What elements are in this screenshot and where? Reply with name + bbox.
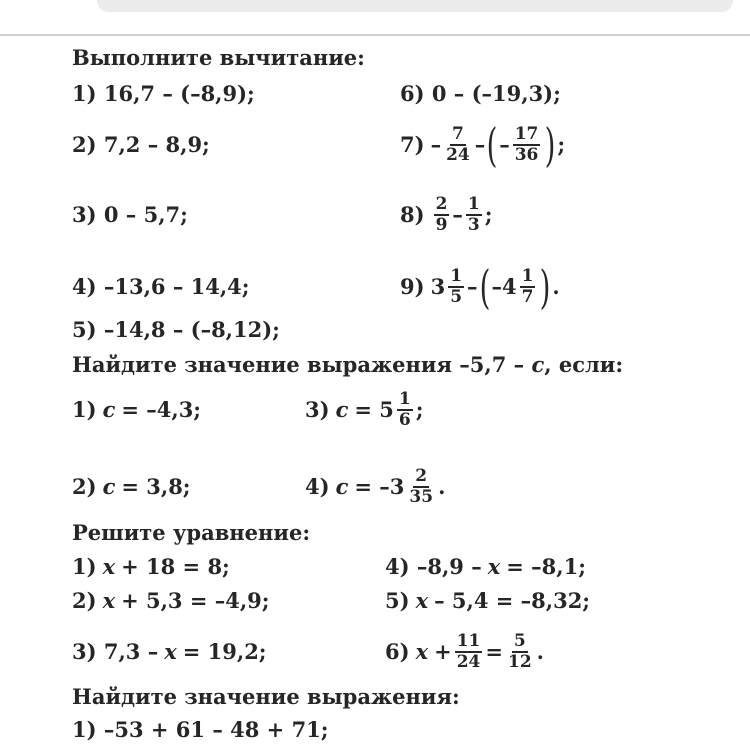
fraction <box>444 125 472 165</box>
text: , если: <box>544 352 624 377</box>
numerator: 2 <box>435 194 448 214</box>
fraction <box>434 195 450 235</box>
whole: 3 <box>430 274 446 299</box>
exercise-8 <box>400 194 493 235</box>
punct: ; <box>415 397 424 422</box>
paren: ) <box>540 260 551 314</box>
numerator: 11 <box>456 631 481 651</box>
fraction <box>407 467 435 507</box>
whole: –4 <box>491 274 517 299</box>
label: 5) <box>385 588 410 613</box>
heading-evaluate: Найдите значение выражения: <box>72 684 460 709</box>
c-value-1 <box>72 396 201 424</box>
numerator: 5 <box>513 631 526 651</box>
exercise-7 <box>400 118 566 172</box>
variable: c <box>102 474 116 499</box>
paren: ( <box>479 260 490 314</box>
punct: ; <box>557 132 566 157</box>
label: 6) <box>385 639 410 664</box>
numerator: 1 <box>450 266 463 286</box>
fraction <box>466 195 482 235</box>
denominator: 24 <box>446 145 470 165</box>
punct: . <box>438 474 446 499</box>
exercise-1: 1) 16,7 – (–8,9); <box>72 81 255 106</box>
equals: = <box>485 639 503 664</box>
exercise-6: 6) 0 – (–19,3); <box>400 81 561 106</box>
variable: c <box>102 397 116 422</box>
variable: x <box>415 639 429 664</box>
fraction <box>506 632 534 672</box>
heading-equations: Решите уравнение: <box>72 520 311 545</box>
value: 4) –8,9 – <box>385 554 482 579</box>
exercise-2: 2) 7,2 – 8,9; <box>72 132 210 157</box>
label: 2) <box>72 474 97 499</box>
paren: ) <box>544 118 556 172</box>
equation-1 <box>72 553 230 581</box>
value: – 5,4 = –8,32; <box>434 588 591 613</box>
label: 4) <box>305 474 330 499</box>
equation-4 <box>385 553 586 581</box>
punct: ; <box>484 202 493 227</box>
value: = –3 <box>354 474 405 499</box>
equation-5 <box>385 587 590 615</box>
evaluate-1: 1) –53 + 61 – 48 + 71; <box>72 717 329 742</box>
value: = 3,8; <box>121 474 191 499</box>
variable: x <box>164 639 177 664</box>
minus: – <box>499 132 510 157</box>
value: 3) 7,3 – <box>72 639 159 664</box>
minus: – <box>474 132 486 157</box>
numerator: 1 <box>398 389 411 409</box>
punct: . <box>552 274 560 299</box>
equation-3 <box>72 638 267 666</box>
value: + 18 = 8; <box>121 554 230 579</box>
label: 9) <box>400 274 425 299</box>
value: = 5 <box>354 397 394 422</box>
label: 8) <box>400 202 425 227</box>
denominator: 36 <box>514 145 539 165</box>
label: 2) <box>72 588 97 613</box>
label: 7) <box>400 132 425 157</box>
label: 3) <box>305 397 330 422</box>
c-value-3 <box>305 389 424 430</box>
equation-6 <box>385 631 544 672</box>
numerator: 17 <box>514 124 539 144</box>
minus: – <box>452 202 463 227</box>
denominator: 24 <box>456 652 481 672</box>
c-value-4 <box>305 466 446 507</box>
value: = 19,2; <box>182 639 267 664</box>
value: = –8,1; <box>506 554 586 579</box>
numerator: 1 <box>467 194 480 214</box>
exercise-4: 4) –13,6 – 14,4; <box>72 274 250 299</box>
denominator: 3 <box>467 215 480 235</box>
c-value-2 <box>72 473 191 501</box>
numerator: 1 <box>521 266 534 286</box>
denominator: 12 <box>507 652 532 672</box>
variable: c <box>335 397 349 422</box>
variable: x <box>415 588 429 613</box>
divider <box>0 34 750 36</box>
denominator: 6 <box>398 410 411 430</box>
heading-subtract: Выполните вычитание: <box>72 45 365 70</box>
fraction <box>520 267 536 307</box>
exercise-5: 5) –14,8 – (–8,12); <box>72 317 280 342</box>
variable: x <box>102 588 116 613</box>
denominator: 35 <box>409 487 434 507</box>
fraction <box>455 632 483 672</box>
variable: x <box>487 554 501 579</box>
label: 1) <box>72 397 97 422</box>
numerator: 2 <box>415 466 428 486</box>
denominator: 7 <box>521 287 534 307</box>
numerator: 7 <box>451 124 464 144</box>
variable: x <box>102 554 116 579</box>
minus: – <box>430 132 442 157</box>
fraction <box>448 267 464 307</box>
paren: ( <box>486 118 498 172</box>
variable: c <box>531 352 545 377</box>
denominator: 9 <box>435 215 448 235</box>
variable: c <box>335 474 349 499</box>
minus: – <box>467 274 478 299</box>
value: + 5,3 = –4,9; <box>121 588 270 613</box>
label: 1) <box>72 554 97 579</box>
punct: . <box>536 639 544 664</box>
heading-expression <box>72 351 623 379</box>
denominator: 5 <box>450 287 463 307</box>
value: = –4,3; <box>121 397 202 422</box>
equation-2 <box>72 587 270 615</box>
fraction <box>513 125 541 165</box>
exercise-9 <box>400 260 560 314</box>
fraction <box>397 390 413 430</box>
exercise-3: 3) 0 – 5,7; <box>72 202 188 227</box>
text: Найдите значение выражения –5,7 – <box>72 352 532 377</box>
search-bar[interactable] <box>97 0 733 12</box>
plus: + <box>434 639 452 664</box>
